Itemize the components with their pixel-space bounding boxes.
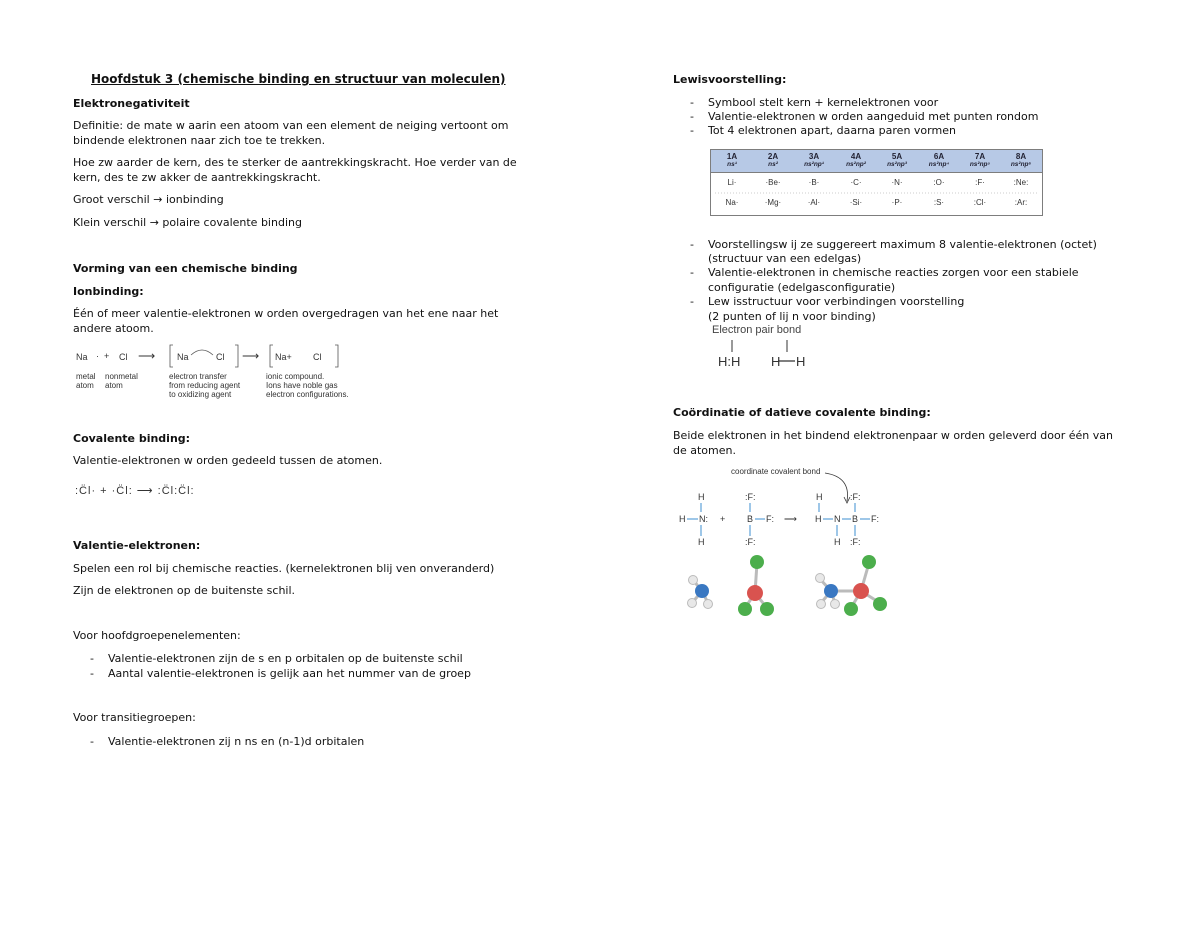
lewis-symbol-row2: Na·	[725, 198, 739, 207]
valence-p2: Zijn de elektronen op de buitenste schil.	[73, 584, 296, 597]
fig-transfer-3: to oxidizing agent	[169, 390, 232, 399]
svg-text:B: B	[852, 514, 859, 524]
fig-arrow-1: ⟶	[138, 349, 156, 363]
main-groups-item-1: - Valentie-elektronen zijn de s en p orbitalen op de buitenste schil	[90, 652, 463, 665]
fig-ionic-3: electron configurations.	[266, 390, 349, 399]
fig-transfer-1: electron transfer	[169, 372, 227, 381]
transition-heading: Voor transitiegroepen:	[73, 711, 196, 724]
fig-dot: · +	[96, 351, 110, 361]
covalent-bond-figure	[75, 480, 225, 502]
electronegativity-strength: Hoe zw aarder de kern, des te sterker de aantrekkingskracht. Hoe verder van de kern, des te zw akker de aantrekkingskracht.	[73, 156, 517, 184]
svg-text:H: H	[815, 514, 822, 524]
lewis-group-label: 4A	[850, 152, 862, 161]
lewis-group-label: 6A	[933, 152, 945, 161]
svg-text:H: H	[698, 492, 705, 502]
fig-na: Na	[76, 352, 88, 362]
lewis-group-config: ns²np⁵	[969, 161, 991, 168]
fig-cl-minus: Cl	[313, 352, 322, 362]
fig-ionic-1: ionic compound.	[266, 372, 325, 381]
lewis-symbol-row2: ·Mg·	[764, 198, 782, 207]
pair-bond-label: Electron pair bond	[712, 324, 802, 336]
lewis-symbol-row1: ·Be·	[765, 178, 781, 187]
lewis-group-config: ns²np¹	[804, 161, 824, 168]
coordinate-text: Beide elektronen in het bindend elektronenpaar w orden geleverd door één van de atomen.	[673, 429, 1113, 457]
lewis-symbol-table	[710, 149, 1043, 216]
lewis-group-config: ns²np³	[887, 161, 907, 168]
svg-text:F:: F:	[766, 514, 774, 524]
lewis-item-5b: configuratie (edelgasconfiguratie)	[708, 281, 896, 294]
fig-arrow-2: ⟶	[242, 349, 260, 363]
fig-transfer-2: from reducing agent	[169, 381, 241, 390]
lewis-symbol-row2: :Cl·	[973, 198, 987, 207]
lewis-symbol-row1: :Ne:	[1013, 178, 1029, 187]
lewis-item-1: - Symbool stelt kern + kernelektronen voor	[690, 96, 939, 109]
lewis-group-label: 8A	[1015, 152, 1027, 161]
lewis-item-5: - Valentie-elektronen in chemische reacties zorgen voor een stabiele	[690, 266, 1079, 279]
svg-text:H: H	[679, 514, 686, 524]
lewis-heading: Lewisvoorstelling:	[673, 73, 787, 86]
coordinate-heading: Coördinatie of datieve covalente binding:	[673, 406, 931, 419]
lewis-group-label: 5A	[891, 152, 903, 161]
lewis-group-label: 2A	[767, 152, 779, 161]
fig-cl-2: Cl	[216, 352, 225, 362]
small-difference-text: Klein verschil → polaire covalente binding	[73, 216, 302, 229]
lewis-group-config: ns²np²	[846, 161, 866, 168]
lewis-group-label: 1A	[726, 152, 738, 161]
lewis-item-3: - Tot 4 elektronen apart, daarna paren vormen	[690, 124, 956, 137]
lewis-symbol-row1: :O·	[933, 178, 945, 187]
svg-text::F:: :F:	[850, 492, 861, 502]
page-title: Hoofdstuk 3 (chemische binding en structuur van moleculen)	[91, 72, 506, 86]
lewis-symbol-row1: ·C·	[850, 178, 862, 187]
main-groups-item-2: - Aantal valentie-elektronen is gelijk aan het nummer van de groep	[90, 667, 471, 680]
covalent-heading: Covalente binding:	[73, 432, 191, 445]
valence-p1: Spelen een rol bij chemische reacties. (kernelektronen blij ven onveranderd)	[73, 562, 495, 575]
svg-text::F:: :F:	[745, 537, 756, 547]
fig-metal: metal	[76, 372, 96, 381]
ionic-bond-figure	[73, 343, 363, 405]
lewis-symbol-row1: :F·	[975, 178, 985, 187]
svg-text:B: B	[747, 514, 754, 524]
fig-atom-2: atom	[105, 381, 123, 390]
ionic-text: Één of meer valentie-elektronen w orden overgedragen van het ene naar het andere atoom.	[73, 307, 499, 335]
covalent-text: Valentie-elektronen w orden gedeeld tussen de atomen.	[73, 454, 383, 467]
lewis-symbol-row2: ·Al·	[807, 198, 821, 207]
lewis-symbol-row1: Li·	[727, 178, 737, 187]
lewis-item-4b: (structuur van een edelgas)	[708, 252, 862, 265]
lewis-group-config: ns¹	[727, 161, 737, 168]
lewis-table-grid	[711, 150, 1042, 215]
svg-text:⟶: ⟶	[784, 514, 797, 524]
ionic-heading: Ionbinding:	[73, 285, 144, 298]
svg-text:N:: N:	[699, 514, 708, 524]
svg-text::F:: :F:	[745, 492, 756, 502]
covalent-equation: :C̈l· + ·C̈l: ⟶ :C̈l:C̈l:	[75, 485, 195, 497]
fig-ionic-2: Ions have noble gas	[266, 381, 338, 390]
svg-text:F:: F:	[871, 514, 879, 524]
formation-heading: Vorming van een chemische binding	[73, 262, 298, 275]
large-difference-text: Groot verschil → ionbinding	[73, 193, 224, 206]
fig-na-plus: Na+	[275, 352, 292, 362]
lewis-group-config: ns²np⁴	[928, 161, 950, 168]
lewis-item-6: - Lew isstructuur voor verbindingen voorstelling	[690, 295, 965, 308]
lewis-group-label: 7A	[974, 152, 986, 161]
lewis-symbol-row2: ·Si·	[849, 198, 863, 207]
lewis-item-4: - Voorstellingsw ij ze suggereert maximum 8 valentie-elektronen (octet)	[690, 238, 1097, 251]
coord-bond-label: coordinate covalent bond	[731, 467, 821, 476]
lewis-symbol-row2: :S·	[933, 198, 945, 207]
svg-text:+: +	[720, 514, 726, 524]
svg-text::F:: :F:	[850, 537, 861, 547]
lewis-group-config: ns²	[768, 161, 778, 168]
svg-text:H: H	[834, 537, 841, 547]
coordinate-bond-figure	[675, 463, 890, 621]
lewis-symbol-row1: ·B·	[808, 178, 820, 187]
coord-bond-drawing	[675, 463, 890, 621]
lewis-symbol-row2: ·P·	[891, 198, 903, 207]
svg-text:H: H	[816, 492, 823, 502]
main-groups-heading: Voor hoofdgroepenelementen:	[73, 629, 241, 642]
pair-bond-hh: H:H	[718, 354, 741, 369]
lewis-symbol-row2: :Ar:	[1014, 198, 1028, 207]
transition-item-1: - Valentie-elektronen zij n ns en (n-1)d orbitalen	[90, 735, 365, 748]
pair-bond-h1: H	[771, 354, 781, 369]
lewis-symbol-row1: ·N·	[891, 178, 903, 187]
lewis-item-2: - Valentie-elektronen w orden aangeduid met punten rondom	[690, 110, 1039, 123]
lewis-group-label: 3A	[808, 152, 820, 161]
svg-text:N: N	[834, 514, 841, 524]
pair-bond-h2: H	[796, 354, 806, 369]
electron-pair-bond-figure	[712, 324, 822, 370]
fig-cl: Cl	[119, 352, 128, 362]
fig-atom-1: atom	[76, 381, 94, 390]
electronegativity-heading: Elektronegativiteit	[73, 97, 190, 110]
lewis-item-6b: (2 punten of lij n voor binding)	[708, 310, 876, 323]
fig-nonmetal: nonmetal	[105, 372, 138, 381]
svg-text:H: H	[698, 537, 705, 547]
electronegativity-definition: Definitie: de mate w aarin een atoom van een element de neiging vertoont om bindende elektronen naar zich toe te trekken.	[73, 119, 509, 147]
lewis-group-config: ns²np⁶	[1010, 161, 1032, 168]
fig-na-2: Na	[177, 352, 189, 362]
valence-heading: Valentie-elektronen:	[73, 539, 201, 552]
